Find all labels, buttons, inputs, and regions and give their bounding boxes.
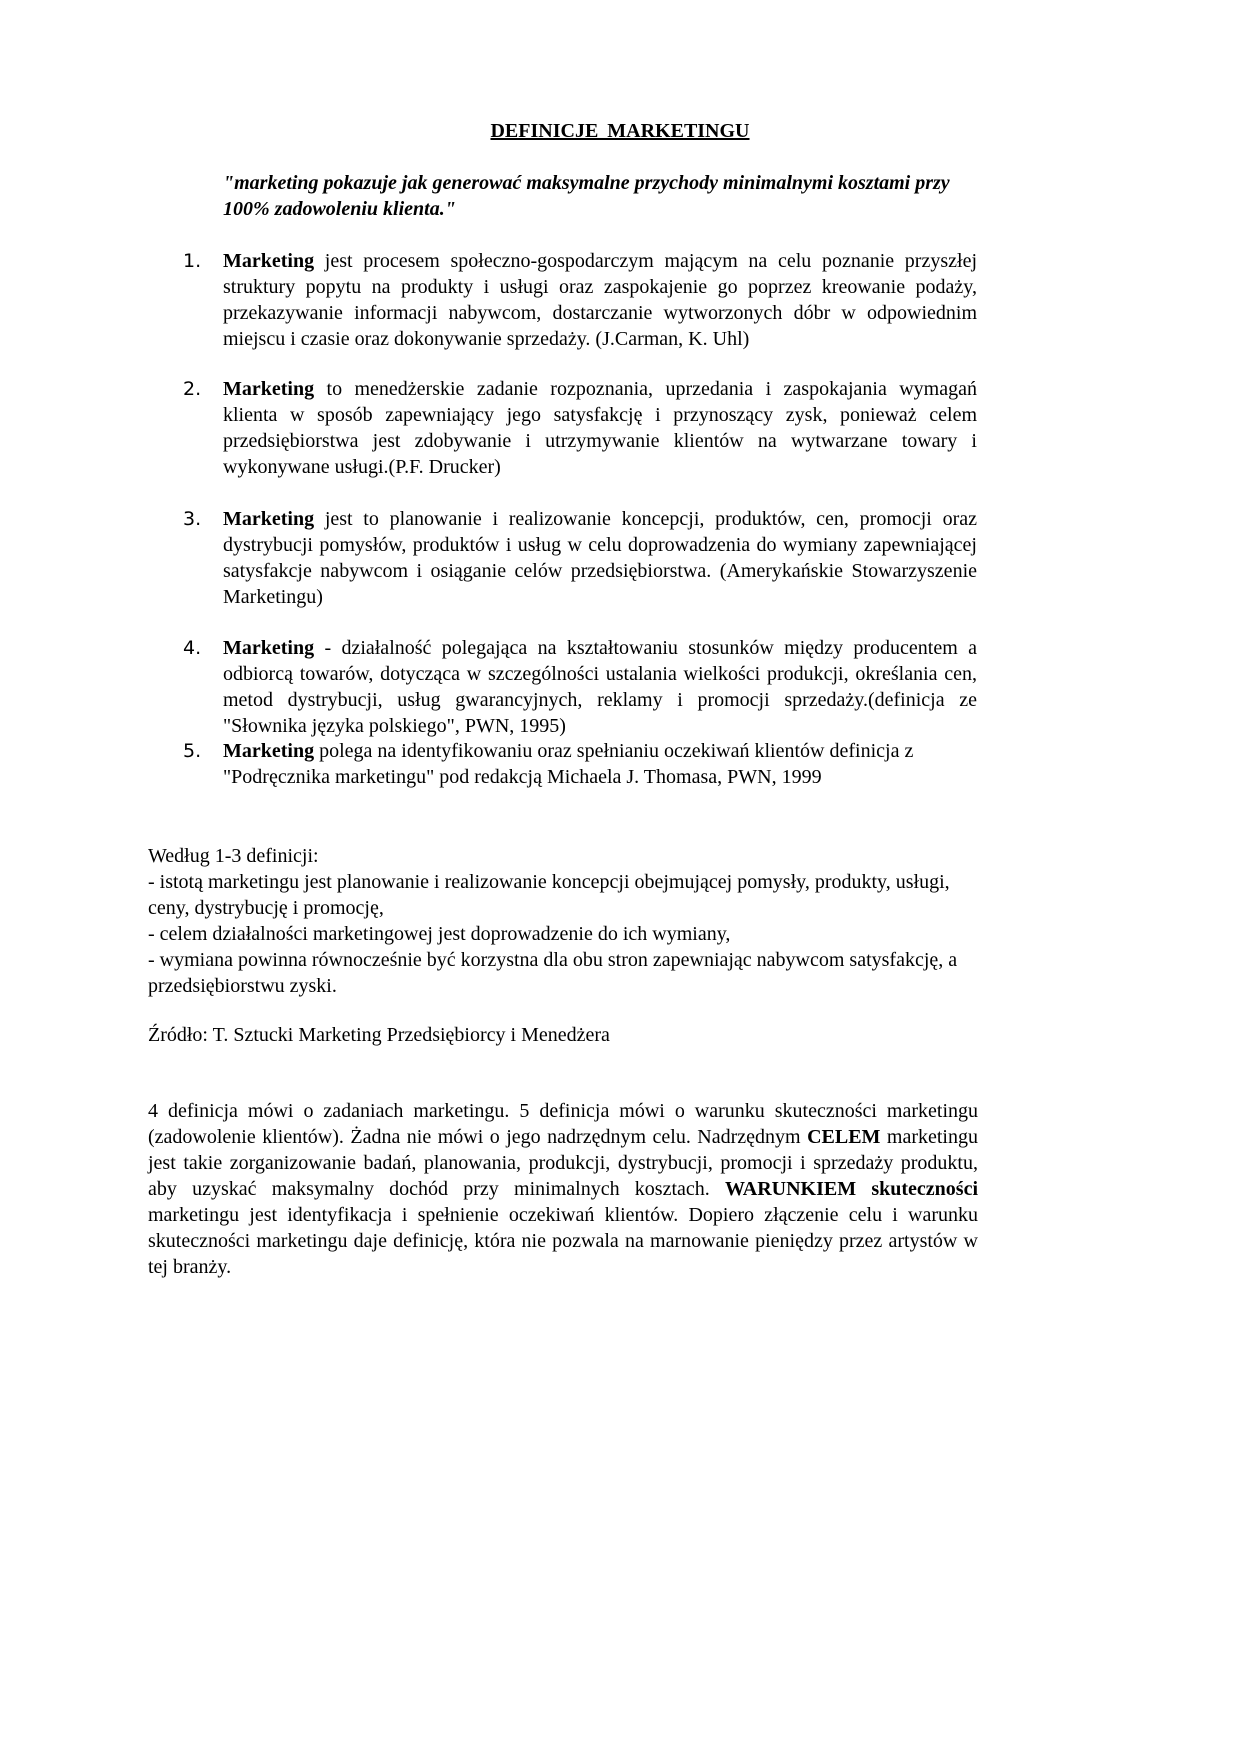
list-number: 4. xyxy=(183,637,202,659)
conclusion-paragraph xyxy=(148,1098,978,1280)
definition-term: Marketing xyxy=(223,250,315,272)
definition-term: Marketing xyxy=(223,378,315,400)
definition-term: Marketing xyxy=(223,637,315,659)
definition-item xyxy=(183,248,977,352)
summary-section xyxy=(148,843,978,999)
definition-text: jest to planowanie i realizowanie koncepcji, produktów, cen, promocji oraz dystrybucji pomysłów, produktów i usług w celu doprowadzenia do wymiany zapewniającej satysfakcje nabywcom i osiąganie celów przedsiębiorstwa. (Amerykańskie Stowarzyszenie Marketingu) xyxy=(223,508,977,608)
source-citation: Źródło: T. Sztucki Marketing Przedsiębiorcy i Menedżera xyxy=(148,1024,610,1046)
definition-item xyxy=(183,506,977,610)
definition-item xyxy=(183,635,977,739)
definition-term: Marketing xyxy=(223,508,315,530)
definition-text: jest procesem społeczno-gospodarczym mającym na celu poznanie przyszłej struktury popytu na produkty i usługi oraz zaspokajenie go poprzez kreowanie podaży, przekazywanie informacji nabywcom, dostarczanie wytworzonych dóbr w odpowiednim miejscu i czasie oraz dokonywanie sprzedaży. (J.Carman, K. Uhl) xyxy=(223,250,977,350)
list-number: 3. xyxy=(183,508,202,530)
definition-text: polega na identyfikowaniu oraz spełnianiu oczekiwań klientów definicja z "Podręcznika marketingu" pod redakcją Michaela J. Thomasa, PWN, 1999 xyxy=(223,740,914,788)
summary-point: - istotą marketingu jest planowanie i realizowanie koncepcji obejmującej pomysły, produkty, usługi, ceny, dystrybucję i promocję, xyxy=(148,871,950,919)
summary-point: - celem działalności marketingowej jest doprowadzenie do ich wymiany, xyxy=(148,923,731,945)
conclusion-text: 4 definicja mówi o zadaniach marketingu. 5 definicja mówi o warunku skuteczności marketingu (zadowolenie klientów). Żadna nie mówi o jego nadrzędnym celu. Nadrzędnym xyxy=(148,1100,978,1148)
conclusion-text: marketingu jest takie zorganizowanie badań, planowania, produkcji, dystrybucji, promocji i sprzedaży produktu, aby uzyskać maksymalny dochód przy minimalnych kosztach. xyxy=(148,1126,978,1200)
definition-text: - działalność polegająca na kształtowaniu stosunków między producentem a odbiorcą towarów, dotycząca w szczególności ustalania wielkości produkcji, określania cen, metod dystrybucji, usług gwarancyjnych, reklamy i promocji sprzedaży.(definicja ze "Słownika języka polskiego", PWN, 1995) xyxy=(223,637,977,737)
summary-heading: Według 1-3 definicji: xyxy=(148,845,319,867)
definition-term: Marketing xyxy=(223,740,315,762)
list-number: 2. xyxy=(183,378,202,400)
motto-quote: "marketing pokazuje jak generować maksymalne przychody minimalnymi kosztami przy 100% zadowoleniu klienta." xyxy=(223,172,950,220)
definition-item xyxy=(183,376,977,480)
summary-point: - wymiana powinna równocześnie być korzystna dla obu stron zapewniając nabywcom satysfakcję, a przedsiębiorstwu zyski. xyxy=(148,949,958,997)
definition-item xyxy=(183,738,977,790)
document-title: DEFINICJE MARKETINGU xyxy=(490,120,750,142)
definition-text: to menedżerskie zadanie rozpoznania, uprzedania i zaspokajania wymagań klienta w sposób zapewniający jego satysfakcję i przynoszący zysk, ponieważ celem przedsiębiorstwa jest zdobywanie i utrzymywanie klientów na wytwarzane towary i wykonywane usługi.(P.F. Drucker) xyxy=(223,378,977,478)
list-number: 1. xyxy=(183,250,202,272)
list-number: 5. xyxy=(183,740,202,762)
emphasis-goal: CELEM xyxy=(807,1126,881,1148)
conclusion-text: marketingu jest identyfikacja i spełnienie oczekiwań klientów. Dopiero złączenie celu i warunku skuteczności marketingu daje definicję, która nie pozwala na marnowanie pieniędzy przez artystów w tej branży. xyxy=(148,1204,978,1278)
emphasis-condition: WARUNKIEM skuteczności xyxy=(725,1178,978,1200)
